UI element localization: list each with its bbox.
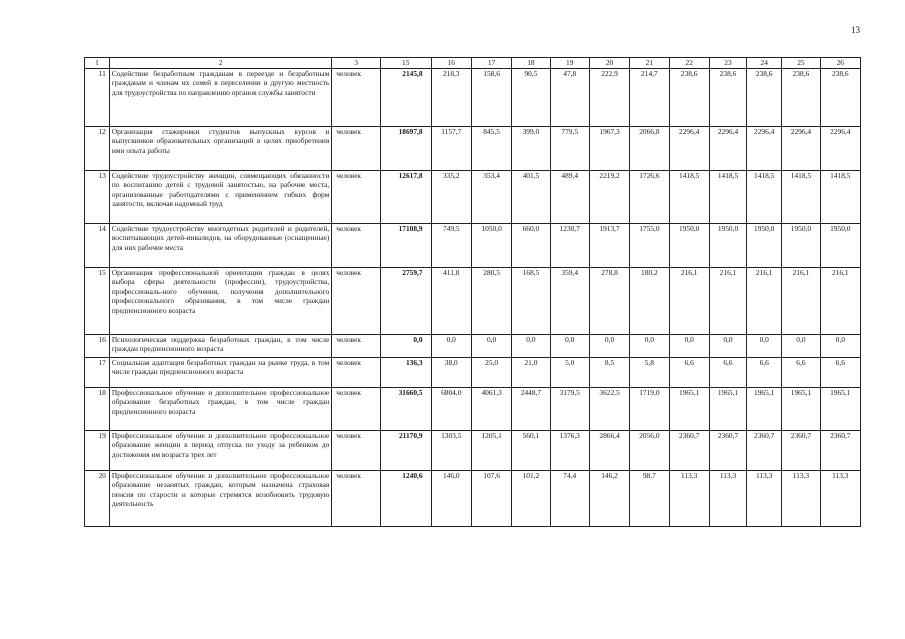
row-value: 1965,1 <box>782 388 820 431</box>
row-unit: человек <box>332 335 381 358</box>
row-value: 0,0 <box>512 335 550 358</box>
row-total: 2759,7 <box>380 268 431 335</box>
row-value: 1050,0 <box>471 224 511 268</box>
row-value: 238,6 <box>782 69 820 127</box>
row-value: 2219,2 <box>589 171 629 224</box>
row-value: 113,3 <box>709 471 746 527</box>
row-value: 3622,5 <box>589 388 629 431</box>
row-value: 2360,7 <box>709 431 746 471</box>
table-row <box>85 224 861 268</box>
header-row <box>85 58 861 69</box>
row-number: 18 <box>85 388 110 431</box>
row-value: 0,0 <box>747 335 782 358</box>
row-value: 1950,0 <box>820 224 860 268</box>
column-header: 1 <box>85 58 110 69</box>
row-total: 21170,9 <box>380 431 431 471</box>
row-value: 6,6 <box>747 358 782 388</box>
table-body <box>85 69 861 527</box>
row-value: 1965,1 <box>669 388 709 431</box>
row-description: Профессиональное обучение и дополнительное профессиональное образование женщин в период отпуска по уходу за ребенком до достижения им возраста трех лет <box>109 431 331 471</box>
row-value: 335,2 <box>431 171 471 224</box>
row-value: 216,1 <box>782 268 820 335</box>
row-total: 31660,5 <box>380 388 431 431</box>
row-value: 1950,0 <box>747 224 782 268</box>
column-header: 25 <box>782 58 820 69</box>
row-value: 2296,4 <box>669 127 709 171</box>
row-total: 1240,6 <box>380 471 431 527</box>
row-value: 222,9 <box>589 69 629 127</box>
row-value: 0,0 <box>550 335 589 358</box>
row-value: 4061,3 <box>471 388 511 431</box>
column-header: 22 <box>669 58 709 69</box>
row-value: 8,5 <box>589 358 629 388</box>
row-value: 5,0 <box>550 358 589 388</box>
row-value: 0,0 <box>782 335 820 358</box>
row-value: 38,0 <box>431 358 471 388</box>
row-value: 353,4 <box>471 171 511 224</box>
row-value: 1965,1 <box>709 388 746 431</box>
column-header: 21 <box>630 58 669 69</box>
row-value: 1303,5 <box>431 431 471 471</box>
row-value: 0,0 <box>431 335 471 358</box>
row-value: 2360,7 <box>747 431 782 471</box>
row-value: 1967,3 <box>589 127 629 171</box>
row-value: 113,3 <box>782 471 820 527</box>
row-value: 0,0 <box>820 335 860 358</box>
row-value: 2360,7 <box>782 431 820 471</box>
row-unit: человек <box>332 358 381 388</box>
column-header: 2 <box>109 58 331 69</box>
row-value: 1719,0 <box>630 388 669 431</box>
row-value: 660,0 <box>512 224 550 268</box>
row-number: 14 <box>85 224 110 268</box>
row-value: 489,4 <box>550 171 589 224</box>
row-value: 180,2 <box>630 268 669 335</box>
row-value: 1913,7 <box>589 224 629 268</box>
row-value: 2296,4 <box>782 127 820 171</box>
row-value: 74,4 <box>550 471 589 527</box>
row-value: 6,6 <box>782 358 820 388</box>
table-row <box>85 431 861 471</box>
column-header: 24 <box>747 58 782 69</box>
data-table <box>84 57 861 527</box>
row-total: 17108,9 <box>380 224 431 268</box>
row-value: 6,6 <box>820 358 860 388</box>
row-value: 216,1 <box>820 268 860 335</box>
row-value: 401,5 <box>512 171 550 224</box>
row-value: 2056,0 <box>630 431 669 471</box>
row-value: 5,8 <box>630 358 669 388</box>
row-value: 98,7 <box>630 471 669 527</box>
row-value: 1950,0 <box>709 224 746 268</box>
page-number: 13 <box>851 25 860 35</box>
row-value: 6,6 <box>669 358 709 388</box>
row-value: 1376,3 <box>550 431 589 471</box>
row-value: 2448,7 <box>512 388 550 431</box>
table-row <box>85 268 861 335</box>
row-description: Профессиональное обучение и дополнительное профессиональное образование безработных граждан, в том числе граждан предпенсионного возраста <box>109 388 331 431</box>
row-value: 1230,7 <box>550 224 589 268</box>
row-value: 113,3 <box>669 471 709 527</box>
row-unit: человек <box>332 69 381 127</box>
row-value: 1950,0 <box>669 224 709 268</box>
table-row <box>85 358 861 388</box>
row-unit: человек <box>332 431 381 471</box>
column-header: 23 <box>709 58 746 69</box>
row-value: 399,0 <box>512 127 550 171</box>
column-header: 26 <box>820 58 860 69</box>
column-header: 16 <box>431 58 471 69</box>
row-value: 158,6 <box>471 69 511 127</box>
row-value: 0,0 <box>709 335 746 358</box>
table-row <box>85 69 861 127</box>
row-description: Психологическая поддержка безработных граждан, в том числе граждан предпенсионного возраста <box>109 335 331 358</box>
row-value: 2296,4 <box>709 127 746 171</box>
row-value: 278,8 <box>589 268 629 335</box>
row-value: 238,6 <box>669 69 709 127</box>
row-unit: человек <box>332 388 381 431</box>
column-header: 17 <box>471 58 511 69</box>
row-value: 216,1 <box>709 268 746 335</box>
row-description: Содействие трудоустройству женщин, совмещающих обязанности по воспитанию детей с трудовой занятостью, на рабочие места, организованные работодателями с применением гибких форм занятости, включая надомный труд <box>109 171 331 224</box>
row-description: Организация стажировки студентов выпускных курсов и выпускников образовательных организаций в целях приобретения ими опыта работы <box>109 127 331 171</box>
row-value: 216,1 <box>747 268 782 335</box>
row-value: 107,6 <box>471 471 511 527</box>
row-value: 2066,8 <box>630 127 669 171</box>
row-total: 0,0 <box>380 335 431 358</box>
column-header: 19 <box>550 58 589 69</box>
row-number: 11 <box>85 69 110 127</box>
row-value: 1755,0 <box>630 224 669 268</box>
row-number: 13 <box>85 171 110 224</box>
row-number: 16 <box>85 335 110 358</box>
row-description: Содействие безработным гражданам в переезде и безработным гражданам и членам их семей в переселении в другую местность для трудоустройства по направлению органов службы занятости <box>109 69 331 127</box>
row-value: 280,5 <box>471 268 511 335</box>
row-value: 6804,0 <box>431 388 471 431</box>
row-value: 1418,5 <box>709 171 746 224</box>
row-value: 214,7 <box>630 69 669 127</box>
table-row <box>85 171 861 224</box>
row-value: 47,8 <box>550 69 589 127</box>
row-total: 136,3 <box>380 358 431 388</box>
table-row <box>85 127 861 171</box>
row-value: 2296,4 <box>820 127 860 171</box>
row-value: 90,5 <box>512 69 550 127</box>
row-value: 1965,1 <box>747 388 782 431</box>
row-value: 238,6 <box>709 69 746 127</box>
row-value: 2296,4 <box>747 127 782 171</box>
row-unit: человек <box>332 268 381 335</box>
row-value: 25,0 <box>471 358 511 388</box>
row-value: 749,5 <box>431 224 471 268</box>
column-header: 15 <box>380 58 431 69</box>
row-value: 0,0 <box>589 335 629 358</box>
row-value: 21,0 <box>512 358 550 388</box>
row-number: 19 <box>85 431 110 471</box>
row-value: 101,2 <box>512 471 550 527</box>
row-value: 216,1 <box>669 268 709 335</box>
row-value: 2360,7 <box>820 431 860 471</box>
row-description: Социальная адаптация безработных граждан на рынке труда, в том числе граждан предпенсионного возраста <box>109 358 331 388</box>
row-value: 6,6 <box>709 358 746 388</box>
row-value: 218,3 <box>431 69 471 127</box>
row-number: 20 <box>85 471 110 527</box>
row-number: 15 <box>85 268 110 335</box>
row-value: 1418,5 <box>669 171 709 224</box>
row-value: 238,6 <box>820 69 860 127</box>
row-value: 1418,5 <box>747 171 782 224</box>
column-header: 20 <box>589 58 629 69</box>
row-total: 12617,8 <box>380 171 431 224</box>
row-value: 113,3 <box>747 471 782 527</box>
row-value: 1950,0 <box>782 224 820 268</box>
row-value: 3179,5 <box>550 388 589 431</box>
row-value: 359,4 <box>550 268 589 335</box>
row-value: 1205,1 <box>471 431 511 471</box>
row-number: 12 <box>85 127 110 171</box>
row-description: Содействие трудоустройству многодетных родителей и родителей, воспитывающих детей-инвалидов, на оборудованные (оснащенные) для них рабочие места <box>109 224 331 268</box>
row-value: 779,5 <box>550 127 589 171</box>
row-value: 1418,5 <box>820 171 860 224</box>
row-unit: человек <box>332 471 381 527</box>
row-value: 113,3 <box>820 471 860 527</box>
row-unit: человек <box>332 127 381 171</box>
row-value: 1157,7 <box>431 127 471 171</box>
column-header: 18 <box>512 58 550 69</box>
row-total: 2145,8 <box>380 69 431 127</box>
row-unit: человек <box>332 224 381 268</box>
row-value: 238,6 <box>747 69 782 127</box>
row-value: 146,0 <box>431 471 471 527</box>
row-value: 1726,6 <box>630 171 669 224</box>
row-value: 0,0 <box>630 335 669 358</box>
row-value: 0,0 <box>471 335 511 358</box>
row-description: Профессиональное обучение и дополнительное профессиональное образование незанятых граждан, которым назначена страховая пенсия по старости и которые стремятся возобновить трудовую деятельность <box>109 471 331 527</box>
row-value: 1965,1 <box>820 388 860 431</box>
row-total: 18697,8 <box>380 127 431 171</box>
row-number: 17 <box>85 358 110 388</box>
row-value: 2866,4 <box>589 431 629 471</box>
row-value: 845,5 <box>471 127 511 171</box>
table-row <box>85 388 861 431</box>
column-header: 3 <box>332 58 381 69</box>
row-value: 1418,5 <box>782 171 820 224</box>
row-value: 560,1 <box>512 431 550 471</box>
table-row <box>85 471 861 527</box>
row-value: 146,2 <box>589 471 629 527</box>
row-value: 0,0 <box>669 335 709 358</box>
row-value: 168,5 <box>512 268 550 335</box>
row-value: 2360,7 <box>669 431 709 471</box>
row-description: Организация профессиональной ориентации граждан в целях выбора сферы деятельности (профессии), трудоустройства, профессиональ-ного обучения, получения дополнительного профессионального образования, в том числе граждан предпенсионного возраста <box>109 268 331 335</box>
row-value: 411,8 <box>431 268 471 335</box>
row-unit: человек <box>332 171 381 224</box>
table-row <box>85 335 861 358</box>
